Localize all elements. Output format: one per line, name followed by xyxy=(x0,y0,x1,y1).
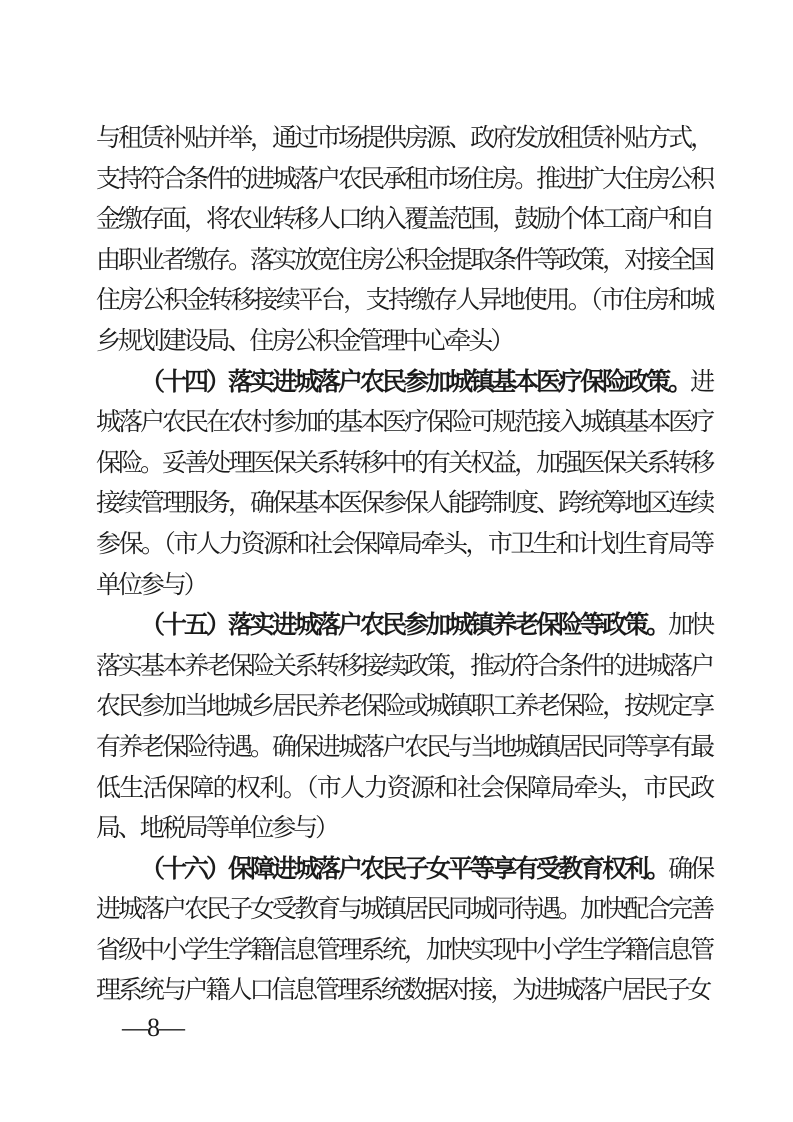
paragraph-heading: （十四）落实进城落户农民参加城镇基本医疗保险政策。 xyxy=(140,368,691,396)
paragraph-housing-fund-continuation xyxy=(96,119,712,363)
paragraph-body-text: 进城落户农民在农村参加的基本医疗保险可规范接入城镇基本医疗保险。妥善处理医保关系转移中的有关权益，加强医保关系转移接续管理服务，确保基本医保参保人能跨制度、跨统筹地区连续参保。（市人力资源和社会保障局牵头，市卫生和计划生育局等单位参与） xyxy=(96,368,712,599)
paragraph-body-text: 与租赁补贴并举，通过市场提供房源、政府发放租赁补贴方式，支持符合条件的进城落户农民承租市场住房。推进扩大住房公积金缴存面，将农业转移人口纳入覆盖范围，鼓励个体工商户和自由职业者缴存。落实放宽住房公积金提取条件等政策，对接全国住房公积金转移接续平台，支持缴存人异地使用。（市住房和城乡规划建设局、住房公积金管理中心牵头） xyxy=(96,125,712,355)
page-footer xyxy=(122,1013,184,1043)
paragraph-heading: （十五）落实进城落户农民参加城镇养老保险等政策。 xyxy=(140,612,669,640)
paragraph-heading: （十六）保障进城落户农民子女平等享有受教育权利。 xyxy=(140,855,669,883)
document-body xyxy=(96,119,712,1012)
paragraph-body-text: 加快落实基本养老保险关系转移接续政策，推动符合条件的进城落户农民参加当地城乡居民养老保险或城镇职工养老保险，按规定享有养老保险待遇。确保进城落户农民与当地城镇居民同等享有最低生活保障的权利。（市人力资源和社会保障局牵头，市民政局、地税局等单位参与） xyxy=(96,612,712,843)
paragraph-item-15-pension-insurance xyxy=(96,606,712,850)
paragraph-body-text: 确保进城落户农民子女受教育与城镇居民同城同待遇。加快配合完善省级中小学生学籍信息管理系统，加快实现中小学生学籍信息管理系统与户籍人口信息管理系统数据对接，为进城落户居民子女 xyxy=(96,855,712,1005)
page-number: —8— xyxy=(122,1013,184,1042)
paragraph-item-14-medical-insurance xyxy=(96,363,712,607)
paragraph-item-16-education-rights xyxy=(96,850,712,1012)
